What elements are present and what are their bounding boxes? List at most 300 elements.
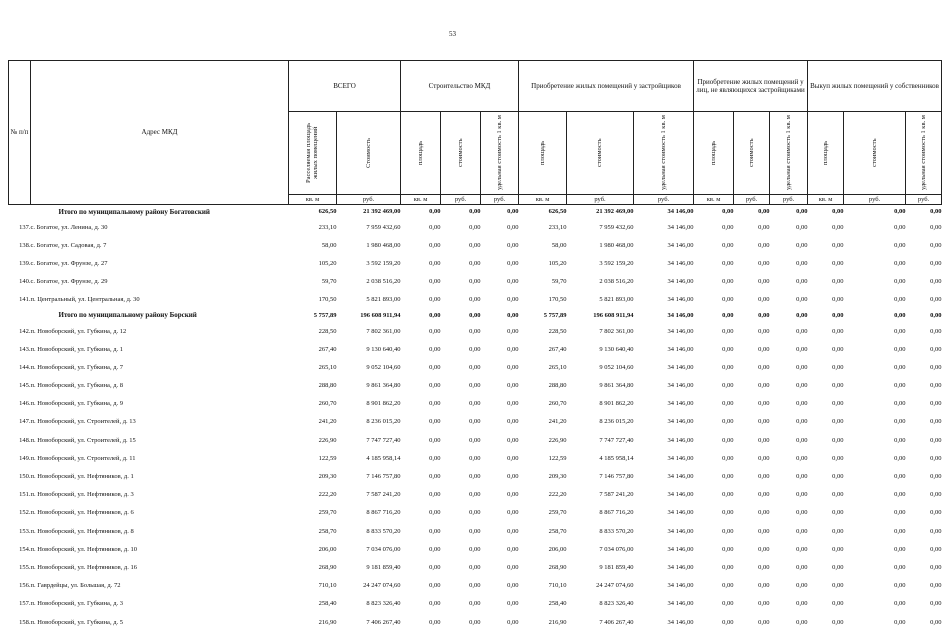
value-cell: 0,00 (722, 241, 734, 249)
value-cell: 4 185 958,14 (599, 454, 634, 462)
value-cell: 0,00 (758, 241, 770, 249)
value-cell: 0,00 (429, 563, 441, 571)
value-cell: 4 185 958,14 (366, 454, 401, 462)
value-cell: 0,00 (507, 418, 519, 426)
value-cell: 21 392 469,00 (363, 208, 401, 215)
address-cell: п. Новоборский, ул. Нефтяников, д. 10 (30, 545, 137, 553)
address-cell: п. Новоборский, ул. Строителей, д. 13 (30, 418, 136, 426)
value-cell: 0,00 (796, 418, 808, 426)
value-cell: 216,90 (548, 618, 567, 626)
row-number: 153. (19, 527, 31, 535)
value-cell: 24 247 074,60 (363, 582, 401, 590)
value-cell: 0,00 (429, 618, 441, 626)
value-cell: 8 823 326,40 (599, 600, 634, 608)
value-cell: 0,00 (722, 296, 734, 304)
value-cell: 260,70 (318, 400, 337, 408)
address-cell: п. Новоборский, ул. Нефтяников, д. 6 (30, 509, 134, 517)
value-cell: 0,00 (832, 545, 844, 553)
value-cell: 0,00 (832, 563, 844, 571)
value-cell: 0,00 (507, 527, 519, 535)
value-cell: 9 181 859,40 (366, 563, 401, 571)
value-cell: 0,00 (796, 473, 808, 481)
value-cell: 0,00 (832, 259, 844, 267)
value-cell: 0,00 (429, 582, 441, 590)
value-cell: 8 867 716,20 (366, 509, 401, 517)
value-cell: 0,00 (758, 545, 770, 553)
value-cell: 233,10 (318, 223, 337, 231)
value-cell: 9 052 104,60 (366, 363, 401, 371)
value-cell: 0,00 (758, 509, 770, 517)
subcolumn-header-label: удельная стоимость 1 кв. м (784, 115, 792, 191)
value-cell: 0,00 (722, 278, 734, 286)
value-cell: 0,00 (930, 473, 942, 481)
value-cell: 0,00 (758, 296, 770, 304)
value-cell: 0,00 (507, 545, 519, 553)
value-cell: 0,00 (796, 509, 808, 517)
address-cell: п. Новоборский, ул. Нефтяников, д. 16 (30, 563, 137, 571)
unit-header: кв. м (289, 195, 337, 205)
value-cell: 34 146,00 (667, 382, 694, 390)
subcolumn-header-label: площадь (821, 140, 829, 166)
value-cell: 0,00 (894, 563, 906, 571)
value-cell: 0,00 (469, 618, 481, 626)
value-cell: 241,20 (548, 418, 567, 426)
value-cell: 0,00 (894, 454, 906, 462)
value-cell: 0,00 (930, 600, 942, 608)
table-row (9, 358, 942, 376)
value-cell: 8 833 570,20 (366, 527, 401, 535)
row-number: 150. (19, 473, 31, 481)
value-cell: 0,00 (832, 618, 844, 626)
group-header: Строительство МКД (401, 61, 519, 112)
subcolumn-header (481, 112, 519, 195)
value-cell: 0,00 (894, 208, 906, 215)
value-cell: 34 146,00 (667, 473, 694, 481)
value-cell: 34 146,00 (667, 436, 694, 444)
value-cell: 0,00 (758, 259, 770, 267)
value-cell: 5 821 893,00 (599, 296, 634, 304)
value-cell: 0,00 (796, 582, 808, 590)
district-total-label: Итого по муниципальному району Богатовский (58, 207, 210, 216)
value-cell: 0,00 (429, 436, 441, 444)
table-row (9, 431, 942, 449)
value-cell: 0,00 (722, 436, 734, 444)
unit-header: руб. (481, 195, 519, 205)
value-cell: 5 821 893,00 (366, 296, 401, 304)
value-cell: 34 146,00 (667, 600, 694, 608)
row-number: 143. (19, 345, 31, 353)
value-cell: 209,30 (318, 473, 337, 481)
value-cell: 8 901 862,20 (366, 400, 401, 408)
value-cell: 0,00 (507, 241, 519, 249)
value-cell: 0,00 (469, 327, 481, 335)
value-cell: 0,00 (894, 296, 906, 304)
value-cell: 0,00 (429, 345, 441, 353)
value-cell: 0,00 (469, 208, 481, 215)
unit-header: руб. (441, 195, 481, 205)
value-cell: 196 608 911,94 (360, 311, 401, 319)
value-cell: 0,00 (469, 382, 481, 390)
subcolumn-header (694, 112, 734, 195)
value-cell: 0,00 (722, 400, 734, 408)
value-cell: 0,00 (507, 345, 519, 353)
value-cell: 222,20 (548, 491, 567, 499)
value-cell: 0,00 (507, 311, 519, 319)
address-cell: п. Новоборский, ул. Строителей, д. 15 (30, 436, 136, 444)
address-cell: п. Новоборский, ул. Нефтяников, д. 3 (30, 491, 134, 499)
table-body (9, 205, 942, 632)
value-cell: 34 146,00 (667, 545, 694, 553)
row-number: 145. (19, 382, 31, 390)
subcolumn-header (808, 112, 844, 195)
value-cell: 0,00 (722, 382, 734, 390)
row-number: 154. (19, 545, 31, 553)
table-row (9, 467, 942, 485)
value-cell: 0,00 (832, 208, 844, 215)
value-cell: 0,00 (930, 345, 942, 353)
value-cell: 0,00 (469, 345, 481, 353)
value-cell: 0,00 (722, 618, 734, 626)
value-cell: 0,00 (469, 436, 481, 444)
value-cell: 0,00 (930, 491, 942, 499)
value-cell: 265,10 (548, 363, 567, 371)
value-cell: 0,00 (930, 296, 942, 304)
address-cell: п. Центральный, ул. Центральная, д. 30 (30, 296, 140, 304)
table-row (9, 540, 942, 558)
value-cell: 0,00 (429, 311, 441, 319)
value-cell: 2 038 516,20 (366, 278, 401, 286)
value-cell: 0,00 (722, 311, 734, 319)
value-cell: 5 757,89 (313, 311, 337, 319)
subcolumn-header (519, 112, 567, 195)
table-header (9, 61, 942, 205)
address-cell: с. Богатое, ул. Фрунзе, д. 27 (30, 259, 108, 267)
value-cell: 206,00 (548, 545, 567, 553)
value-cell: 34 146,00 (667, 278, 694, 286)
subcolumn-header-label: Стоимость (364, 138, 372, 168)
subcolumn-header (906, 112, 942, 195)
table-row (9, 291, 942, 309)
num-header: № п/п (9, 61, 31, 205)
value-cell: 34 146,00 (667, 223, 694, 231)
value-cell: 0,00 (722, 208, 734, 215)
value-cell: 0,00 (429, 600, 441, 608)
value-cell: 0,00 (796, 400, 808, 408)
unit-header: кв. м (519, 195, 567, 205)
value-cell: 0,00 (930, 527, 942, 535)
table-row (9, 522, 942, 540)
value-cell: 0,00 (507, 278, 519, 286)
value-cell: 206,00 (318, 545, 337, 553)
value-cell: 0,00 (796, 241, 808, 249)
value-cell: 9 861 364,80 (366, 382, 401, 390)
value-cell: 34 146,00 (667, 400, 694, 408)
value-cell: 0,00 (507, 582, 519, 590)
value-cell: 0,00 (722, 600, 734, 608)
value-cell: 267,40 (318, 345, 337, 353)
value-cell: 710,10 (318, 582, 337, 590)
value-cell: 8 901 862,20 (599, 400, 634, 408)
value-cell: 0,00 (469, 545, 481, 553)
row-number: 140. (19, 278, 31, 286)
value-cell: 0,00 (894, 278, 906, 286)
value-cell: 58,00 (321, 241, 337, 249)
value-cell: 0,00 (832, 382, 844, 390)
value-cell: 228,50 (548, 327, 567, 335)
value-cell: 0,00 (832, 527, 844, 535)
unit-header: кв. м (694, 195, 734, 205)
subcolumn-header (567, 112, 634, 195)
subcolumn-header (441, 112, 481, 195)
group-header: ВСЕГО (289, 61, 401, 112)
subcolumn-header-label: стоимость (747, 138, 755, 168)
value-cell: 105,20 (548, 259, 567, 267)
value-cell: 0,00 (429, 545, 441, 553)
value-cell: 0,00 (832, 582, 844, 590)
value-cell: 0,00 (722, 582, 734, 590)
table-row (9, 322, 942, 340)
value-cell: 2 038 516,20 (599, 278, 634, 286)
value-cell: 0,00 (507, 208, 519, 215)
value-cell: 0,00 (832, 345, 844, 353)
value-cell: 0,00 (796, 363, 808, 371)
value-cell: 0,00 (796, 491, 808, 499)
value-cell: 259,70 (548, 509, 567, 517)
value-cell: 626,50 (318, 208, 337, 215)
value-cell: 3 592 159,20 (366, 259, 401, 267)
address-cell: п. Гаврдейцы, ул. Большая, д. 72 (30, 582, 121, 590)
value-cell: 196 608 911,94 (593, 311, 634, 319)
value-cell: 34 146,00 (667, 296, 694, 304)
value-cell: 0,00 (469, 296, 481, 304)
value-cell: 0,00 (832, 327, 844, 335)
value-cell: 7 747 727,40 (599, 436, 634, 444)
value-cell: 0,00 (930, 382, 942, 390)
value-cell: 265,10 (318, 363, 337, 371)
value-cell: 0,00 (429, 278, 441, 286)
value-cell: 228,50 (318, 327, 337, 335)
value-cell: 0,00 (429, 363, 441, 371)
value-cell: 0,00 (722, 259, 734, 267)
group-header: Приобретение жилых помещений у застройщиков (519, 61, 694, 112)
value-cell: 0,00 (722, 563, 734, 571)
district-total-row (9, 205, 942, 219)
value-cell: 0,00 (796, 311, 808, 319)
value-cell: 0,00 (894, 345, 906, 353)
unit-header: кв. м (401, 195, 441, 205)
unit-header: руб. (634, 195, 694, 205)
subcolumn-header (634, 112, 694, 195)
value-cell: 222,20 (318, 491, 337, 499)
row-number: 149. (19, 454, 31, 462)
value-cell: 0,00 (832, 278, 844, 286)
value-cell: 0,00 (429, 418, 441, 426)
value-cell: 122,59 (548, 454, 567, 462)
value-cell: 34 146,00 (667, 311, 694, 319)
value-cell: 0,00 (894, 582, 906, 590)
value-cell: 0,00 (796, 436, 808, 444)
value-cell: 0,00 (758, 278, 770, 286)
value-cell: 0,00 (930, 223, 942, 231)
value-cell: 0,00 (796, 278, 808, 286)
value-cell: 0,00 (930, 278, 942, 286)
table-row (9, 377, 942, 395)
resettlement-table (8, 60, 942, 631)
value-cell: 259,70 (318, 509, 337, 517)
value-cell: 0,00 (429, 259, 441, 267)
value-cell: 0,00 (429, 327, 441, 335)
group-header: Выкуп жилых помещений у собственников (808, 61, 942, 112)
value-cell: 34 146,00 (667, 241, 694, 249)
group-header: Приобретение жилых помещений у лиц, не являющихся застройщиками (694, 61, 808, 112)
value-cell: 0,00 (930, 208, 942, 215)
subcolumn-header (734, 112, 770, 195)
value-cell: 0,00 (930, 618, 942, 626)
value-cell: 0,00 (469, 278, 481, 286)
value-cell: 0,00 (507, 363, 519, 371)
row-number: 155. (19, 563, 31, 571)
unit-header: руб. (734, 195, 770, 205)
value-cell: 258,40 (318, 600, 337, 608)
value-cell: 34 146,00 (667, 509, 694, 517)
table-row (9, 449, 942, 467)
subcolumn-header-label: удельная стоимость 1 кв. м (495, 115, 503, 191)
value-cell: 0,00 (894, 473, 906, 481)
value-cell: 0,00 (796, 454, 808, 462)
value-cell: 0,00 (429, 223, 441, 231)
value-cell: 226,90 (548, 436, 567, 444)
subcolumn-header (770, 112, 808, 195)
value-cell: 0,00 (429, 208, 441, 215)
value-cell: 0,00 (930, 563, 942, 571)
value-cell: 0,00 (758, 311, 770, 319)
value-cell: 7 802 361,00 (366, 327, 401, 335)
value-cell: 1 980 468,00 (599, 241, 634, 249)
table-row (9, 504, 942, 522)
value-cell: 0,00 (507, 491, 519, 499)
value-cell: 0,00 (894, 418, 906, 426)
value-cell: 8 236 015,20 (366, 418, 401, 426)
row-number: 152. (19, 509, 31, 517)
address-cell: п. Новоборский, ул. Нефтяников, д. 8 (30, 527, 134, 535)
value-cell: 0,00 (469, 400, 481, 408)
value-cell: 0,00 (507, 400, 519, 408)
value-cell: 0,00 (796, 208, 808, 215)
value-cell: 0,00 (930, 582, 942, 590)
value-cell: 0,00 (469, 454, 481, 462)
value-cell: 0,00 (469, 600, 481, 608)
value-cell: 0,00 (832, 491, 844, 499)
value-cell: 0,00 (469, 582, 481, 590)
value-cell: 34 146,00 (667, 527, 694, 535)
value-cell: 0,00 (758, 208, 770, 215)
value-cell: 9 861 364,80 (599, 382, 634, 390)
subcolumn-header (844, 112, 906, 195)
value-cell: 0,00 (832, 311, 844, 319)
value-cell: 626,50 (548, 208, 567, 215)
value-cell: 0,00 (796, 223, 808, 231)
row-number: 151. (19, 491, 31, 499)
value-cell: 0,00 (507, 296, 519, 304)
value-cell: 0,00 (507, 509, 519, 517)
value-cell: 258,70 (318, 527, 337, 535)
table-row (9, 577, 942, 595)
value-cell: 122,59 (318, 454, 337, 462)
value-cell: 0,00 (722, 491, 734, 499)
value-cell: 0,00 (507, 223, 519, 231)
value-cell: 7 959 432,60 (366, 223, 401, 231)
value-cell: 0,00 (930, 363, 942, 371)
value-cell: 5 757,89 (543, 311, 567, 319)
value-cell: 0,00 (469, 473, 481, 481)
value-cell: 241,20 (318, 418, 337, 426)
subcolumn-header-label: площадь (538, 140, 546, 166)
value-cell: 8 236 015,20 (599, 418, 634, 426)
value-cell: 0,00 (832, 223, 844, 231)
value-cell: 0,00 (894, 491, 906, 499)
value-cell: 0,00 (930, 545, 942, 553)
row-number: 157. (19, 600, 31, 608)
address-cell: п. Новоборский, ул. Нефтяников, д. 1 (30, 473, 134, 481)
value-cell: 7 146 757,80 (366, 473, 401, 481)
table-row (9, 595, 942, 613)
subcolumn-header-label: стоимость (870, 138, 878, 168)
value-cell: 258,40 (548, 600, 567, 608)
value-cell: 226,90 (318, 436, 337, 444)
value-cell: 34 146,00 (667, 454, 694, 462)
value-cell: 0,00 (722, 509, 734, 517)
value-cell: 0,00 (894, 363, 906, 371)
value-cell: 288,80 (548, 382, 567, 390)
value-cell: 0,00 (758, 382, 770, 390)
table-row (9, 218, 942, 236)
value-cell: 0,00 (469, 311, 481, 319)
value-cell: 0,00 (429, 382, 441, 390)
value-cell: 0,00 (894, 600, 906, 608)
value-cell: 0,00 (758, 527, 770, 535)
row-number: 139. (19, 259, 31, 267)
value-cell: 8 833 570,20 (599, 527, 634, 535)
value-cell: 34 146,00 (667, 418, 694, 426)
subcolumn-header-label: стоимость (596, 138, 604, 168)
table-row (9, 613, 942, 631)
value-cell: 0,00 (758, 600, 770, 608)
value-cell: 0,00 (930, 454, 942, 462)
value-cell: 0,00 (832, 600, 844, 608)
value-cell: 59,70 (321, 278, 337, 286)
value-cell: 0,00 (894, 223, 906, 231)
value-cell: 0,00 (796, 563, 808, 571)
value-cell: 9 052 104,60 (599, 363, 634, 371)
table-row (9, 340, 942, 358)
address-cell: п. Новоборский, ул. Губкина, д. 12 (30, 327, 127, 335)
row-number: 156. (19, 582, 31, 590)
value-cell: 0,00 (469, 491, 481, 499)
table-row (9, 395, 942, 413)
value-cell: 0,00 (507, 563, 519, 571)
value-cell: 34 146,00 (667, 259, 694, 267)
subcolumn-header-label: Расселяемая площадь жилых помещений (305, 122, 320, 184)
value-cell: 0,00 (722, 327, 734, 335)
value-cell: 0,00 (469, 223, 481, 231)
table-row (9, 236, 942, 254)
value-cell: 0,00 (894, 527, 906, 535)
value-cell: 0,00 (930, 418, 942, 426)
address-cell: с. Богатое, ул. Ленина, д. 30 (30, 223, 108, 231)
address-cell: п. Новоборский, ул. Губкина, д. 8 (30, 382, 124, 390)
row-number: 158. (19, 618, 31, 626)
value-cell: 0,00 (832, 418, 844, 426)
